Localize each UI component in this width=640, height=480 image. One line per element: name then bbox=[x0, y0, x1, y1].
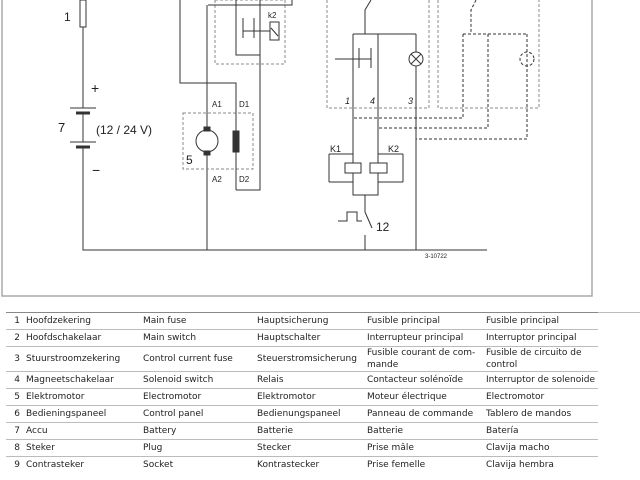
diagram-frame bbox=[2, 0, 592, 296]
relay-k1 bbox=[345, 163, 361, 173]
cell: Solenoid switch bbox=[141, 372, 255, 389]
table-row bbox=[6, 313, 598, 330]
row-number: 1 bbox=[6, 313, 24, 330]
label-terminal-1: 1 bbox=[345, 96, 351, 106]
cell: Bedieningspaneel bbox=[24, 406, 141, 423]
cell: Plug bbox=[141, 440, 255, 457]
cell: Prise mâle bbox=[365, 440, 484, 457]
row-number: 7 bbox=[6, 423, 24, 440]
cell: Fusible de circuito de control bbox=[484, 347, 598, 372]
cell: Hoofdzekering bbox=[24, 313, 141, 330]
cell: Elektromotor bbox=[255, 389, 365, 406]
label-terminal-4: 4 bbox=[370, 96, 376, 106]
row-number: 4 bbox=[6, 372, 24, 389]
row-number: 5 bbox=[6, 389, 24, 406]
table-row bbox=[6, 440, 598, 457]
cell: Elektromotor bbox=[24, 389, 141, 406]
cell: Main switch bbox=[141, 330, 255, 347]
cell: Steuerstromsicherung bbox=[255, 347, 365, 372]
cell: Main fuse bbox=[141, 313, 255, 330]
legend-table bbox=[6, 312, 598, 473]
cell: Hoofdschakelaar bbox=[24, 330, 141, 347]
cell: Fusible courant de com-mande bbox=[365, 347, 484, 372]
switch-12-symbol bbox=[338, 212, 372, 228]
motor-symbol bbox=[196, 130, 218, 152]
cell: Interrupteur principal bbox=[365, 330, 484, 347]
table-row bbox=[6, 406, 598, 423]
label-minus: − bbox=[92, 162, 101, 178]
label-a2: A2 bbox=[212, 175, 222, 184]
relay-k2 bbox=[370, 163, 387, 173]
table-row bbox=[6, 372, 598, 389]
table-row bbox=[6, 389, 598, 406]
cell: Interruptor de solenoide bbox=[484, 372, 598, 389]
label-d2: D2 bbox=[239, 175, 250, 184]
label-d1: D1 bbox=[239, 100, 250, 109]
cell: Battery bbox=[141, 423, 255, 440]
cell: Batterie bbox=[255, 423, 365, 440]
label-relay-k2: K2 bbox=[388, 144, 400, 154]
cell: Moteur électrique bbox=[365, 389, 484, 406]
label-motor: 5 bbox=[186, 153, 193, 167]
row-number: 6 bbox=[6, 406, 24, 423]
row-number: 2 bbox=[6, 330, 24, 347]
cell: Socket bbox=[141, 457, 255, 474]
cell: Control panel bbox=[141, 406, 255, 423]
table-row bbox=[6, 347, 598, 372]
label-terminal-3: 3 bbox=[408, 96, 414, 106]
cell: Electromotor bbox=[141, 389, 255, 406]
cell: Kontrastecker bbox=[255, 457, 365, 474]
cell: Contacteur solénoïde bbox=[365, 372, 484, 389]
row-number: 9 bbox=[6, 457, 24, 474]
cell: Prise femelle bbox=[365, 457, 484, 474]
label-battery: 7 bbox=[58, 120, 66, 135]
figure-id: 3-10722 bbox=[425, 254, 448, 260]
cell: Tablero de mandos bbox=[484, 406, 598, 423]
label-voltage: (12 / 24 V) bbox=[96, 123, 153, 137]
cell: Magneetschakelaar bbox=[24, 372, 141, 389]
row-number: 8 bbox=[6, 440, 24, 457]
row-number: 3 bbox=[6, 347, 24, 372]
table-row bbox=[6, 457, 598, 474]
cell: Batterie bbox=[365, 423, 484, 440]
cell: Fusible principal bbox=[484, 313, 598, 330]
cell: Stecker bbox=[255, 440, 365, 457]
cell: Batería bbox=[484, 423, 598, 440]
field-winding bbox=[233, 131, 239, 152]
cell: Electromotor bbox=[484, 389, 598, 406]
cell: Clavija macho bbox=[484, 440, 598, 457]
cell: Accu bbox=[24, 423, 141, 440]
label-plus: + bbox=[91, 80, 100, 96]
divider bbox=[598, 312, 640, 313]
cell: Stuurstroomzekering bbox=[24, 347, 141, 372]
cell: Steker bbox=[24, 440, 141, 457]
label-switch-12: 12 bbox=[376, 220, 390, 234]
table-row bbox=[6, 330, 598, 347]
cell: Bedienungspaneel bbox=[255, 406, 365, 423]
fuse-symbol bbox=[80, 0, 86, 27]
cell: Contrasteker bbox=[24, 457, 141, 474]
cell: Fusible principal bbox=[365, 313, 484, 330]
label-k2-small: k2 bbox=[268, 11, 277, 20]
table-row bbox=[6, 423, 598, 440]
cell: Clavija hembra bbox=[484, 457, 598, 474]
label-relay-k1: K1 bbox=[330, 144, 342, 154]
cell: Control current fuse bbox=[141, 347, 255, 372]
cell: Panneau de commande bbox=[365, 406, 484, 423]
cell: Hauptschalter bbox=[255, 330, 365, 347]
cell: Relais bbox=[255, 372, 365, 389]
label-a1: A1 bbox=[212, 100, 222, 109]
cell: Interruptor principal bbox=[484, 330, 598, 347]
label-fuse: 1 bbox=[64, 10, 71, 24]
cell: Hauptsicherung bbox=[255, 313, 365, 330]
